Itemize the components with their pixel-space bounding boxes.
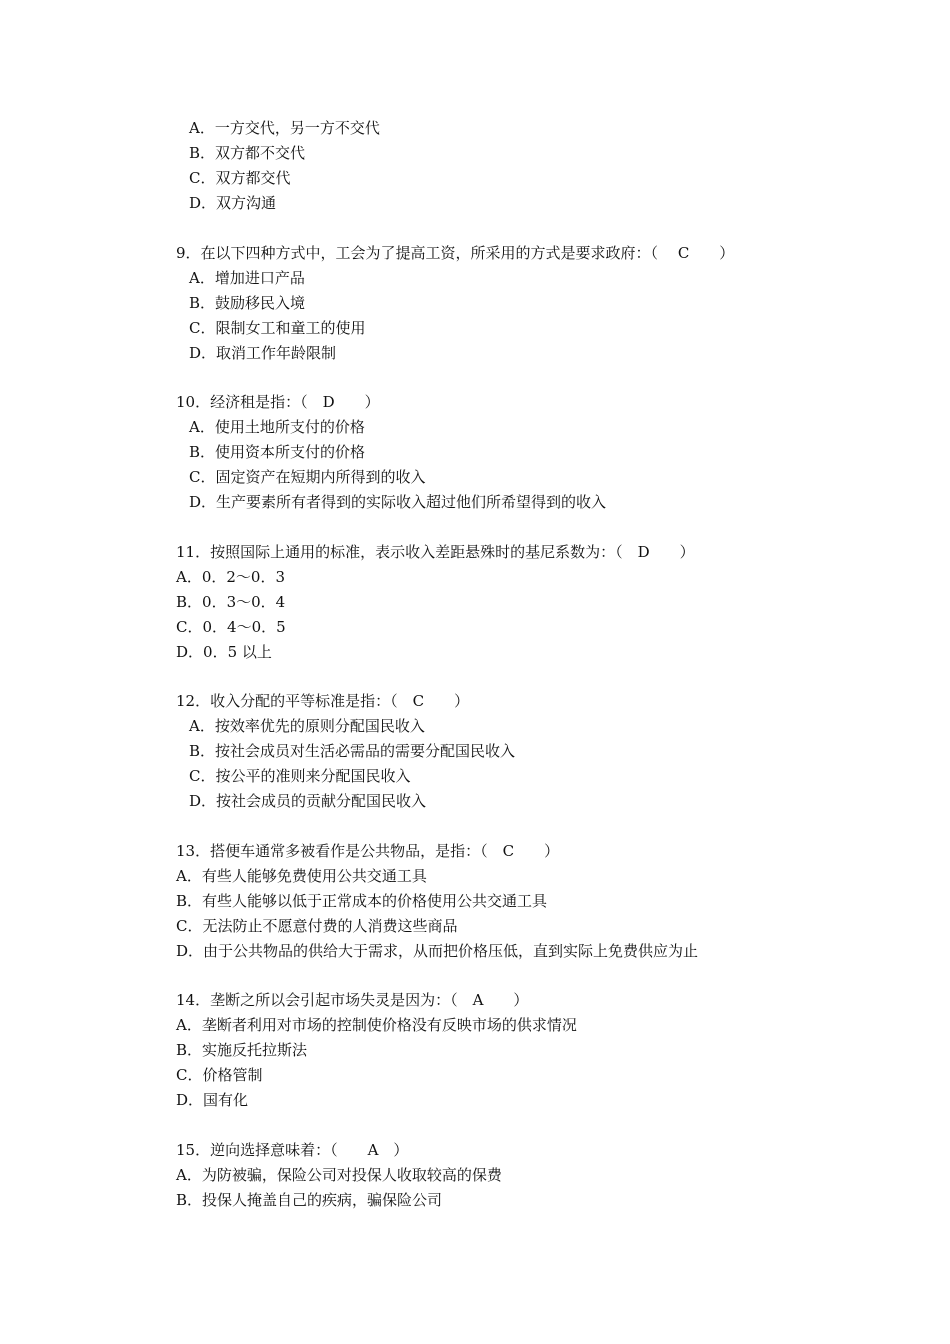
question-13: 13．搭便车通常多被看作是公共物品，是指：（ C ） — [176, 842, 560, 860]
option-line: A．一方交代，另一方不交代 — [189, 119, 380, 137]
option-line: B．有些人能够以低于正常成本的价格使用公共交通工具 — [176, 892, 548, 910]
option-line: C．价格管制 — [176, 1066, 263, 1084]
option-line: C．按公平的准则来分配国民收入 — [189, 767, 411, 785]
option-line: D．生产要素所有者得到的实际收入超过他们所希望得到的收入 — [189, 493, 607, 511]
option-line: A．有些人能够免费使用公共交通工具 — [176, 867, 427, 885]
option-line: A．0．2～0．3 — [176, 568, 286, 586]
option-line: D．按社会成员的贡献分配国民收入 — [189, 792, 427, 810]
option-line: C．无法防止不愿意付费的人消费这些商品 — [176, 917, 458, 935]
question-9: 9．在以下四种方式中，工会为了提高工资，所采用的方式是要求政府：（ C ） — [176, 244, 735, 262]
option-line: A．为防被骗，保险公司对投保人收取较高的保费 — [176, 1166, 502, 1184]
option-line: B．按社会成员对生活必需品的需要分配国民收入 — [189, 742, 516, 760]
option-line: D．由于公共物品的供给大于需求，从而把价格压低，直到实际上免费供应为止 — [176, 942, 699, 960]
question-14: 14．垄断之所以会引起市场失灵是因为：（ A ） — [176, 991, 529, 1009]
question-15: 15．逆向选择意味着：（ A ） — [176, 1141, 409, 1159]
option-line: D．国有化 — [176, 1091, 249, 1109]
question-11: 11．按照国际上通用的标准，表示收入差距悬殊时的基尼系数为：（ D ） — [176, 543, 695, 561]
option-line: A．垄断者利用对市场的控制使价格没有反映市场的供求情况 — [176, 1016, 577, 1034]
option-line: C．0．4～0．5 — [176, 618, 286, 636]
option-line: A．使用土地所支付的价格 — [189, 418, 365, 436]
option-line: B．双方都不交代 — [189, 144, 306, 162]
option-line: B．鼓励移民入境 — [189, 294, 306, 312]
option-line: D．取消工作年龄限制 — [189, 344, 337, 362]
question-12: 12．收入分配的平等标准是指：（ C ） — [176, 692, 470, 710]
option-line: C．限制女工和童工的使用 — [189, 319, 366, 337]
option-line: D．双方沟通 — [189, 194, 277, 212]
option-line: B．0．3～0．4 — [176, 593, 286, 611]
option-line: A．增加进口产品 — [189, 269, 305, 287]
option-line: D．0．5 以上 — [176, 643, 272, 661]
option-line: B．投保人掩盖自己的疾病，骗保险公司 — [176, 1191, 443, 1209]
option-line: A．按效率优先的原则分配国民收入 — [189, 717, 425, 735]
option-line: C．固定资产在短期内所得到的收入 — [189, 468, 426, 486]
option-line: B．使用资本所支付的价格 — [189, 443, 366, 461]
option-line: C．双方都交代 — [189, 169, 291, 187]
option-line: B．实施反托拉斯法 — [176, 1041, 308, 1059]
question-10: 10．经济租是指：（ D ） — [176, 393, 380, 411]
